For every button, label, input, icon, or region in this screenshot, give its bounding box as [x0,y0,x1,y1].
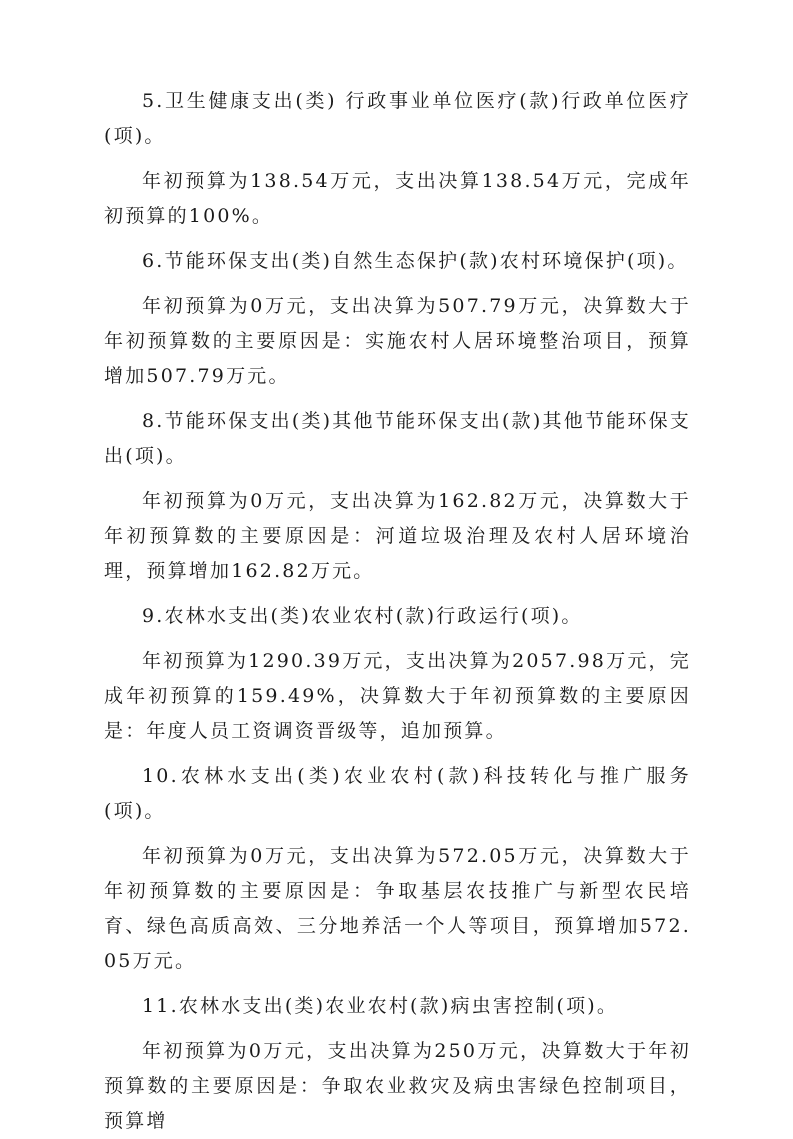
item-10-detail: 年初预算为0万元，支出决算为572.05万元，决算数大于年初预算数的主要原因是：争取基层农技推广与新型农民培育、绿色高质高效、三分地养活一个人等项目，预算增加572.05万元。 [104,845,691,972]
item-8-detail: 年初预算为0万元，支出决算为162.82万元，决算数大于年初预算数的主要原因是：河道垃圾治理及农村人居环境治理，预算增加162.82万元。 [104,490,691,582]
item-5-heading: 5.卫生健康支出(类) 行政事业单位医疗(款)行政单位医疗(项)。 [104,90,691,147]
item-9-detail: 年初预算为1290.39万元，支出决算为2057.98万元，完成年初预算的159.49%，决算数大于年初预算数的主要原因是：年度人员工资调资晋级等，追加预算。 [104,650,691,742]
item-6-detail: 年初预算为0万元，支出决算为507.79万元，决算数大于年初预算数的主要原因是：实施农村人居环境整治项目，预算增加507.79万元。 [104,295,691,387]
item-8-heading: 8.节能环保支出(类)其他节能环保支出(款)其他节能环保支出(项)。 [104,410,691,467]
item-9-heading: 9.农林水支出(类)农业农村(款)行政运行(项)。 [142,605,583,627]
item-5-detail: 年初预算为138.54万元，支出决算138.54万元，完成年初预算的100%。 [104,170,691,227]
item-11-detail: 年初预算为0万元，支出决算为250万元，决算数大于年初预算数的主要原因是：争取农业救灾及病虫害绿色控制项目，预算增 [104,1040,691,1132]
document-body [104,84,691,1139]
item-10-heading: 10.农林水支出(类)农业农村(款)科技转化与推广服务(项)。 [104,765,691,822]
item-6-heading: 6.节能环保支出(类)自然生态保护(款)农村环境保护(项)。 [142,250,689,272]
item-11-heading: 11.农林水支出(类)农业农村(款)病虫害控制(项)。 [142,995,619,1017]
